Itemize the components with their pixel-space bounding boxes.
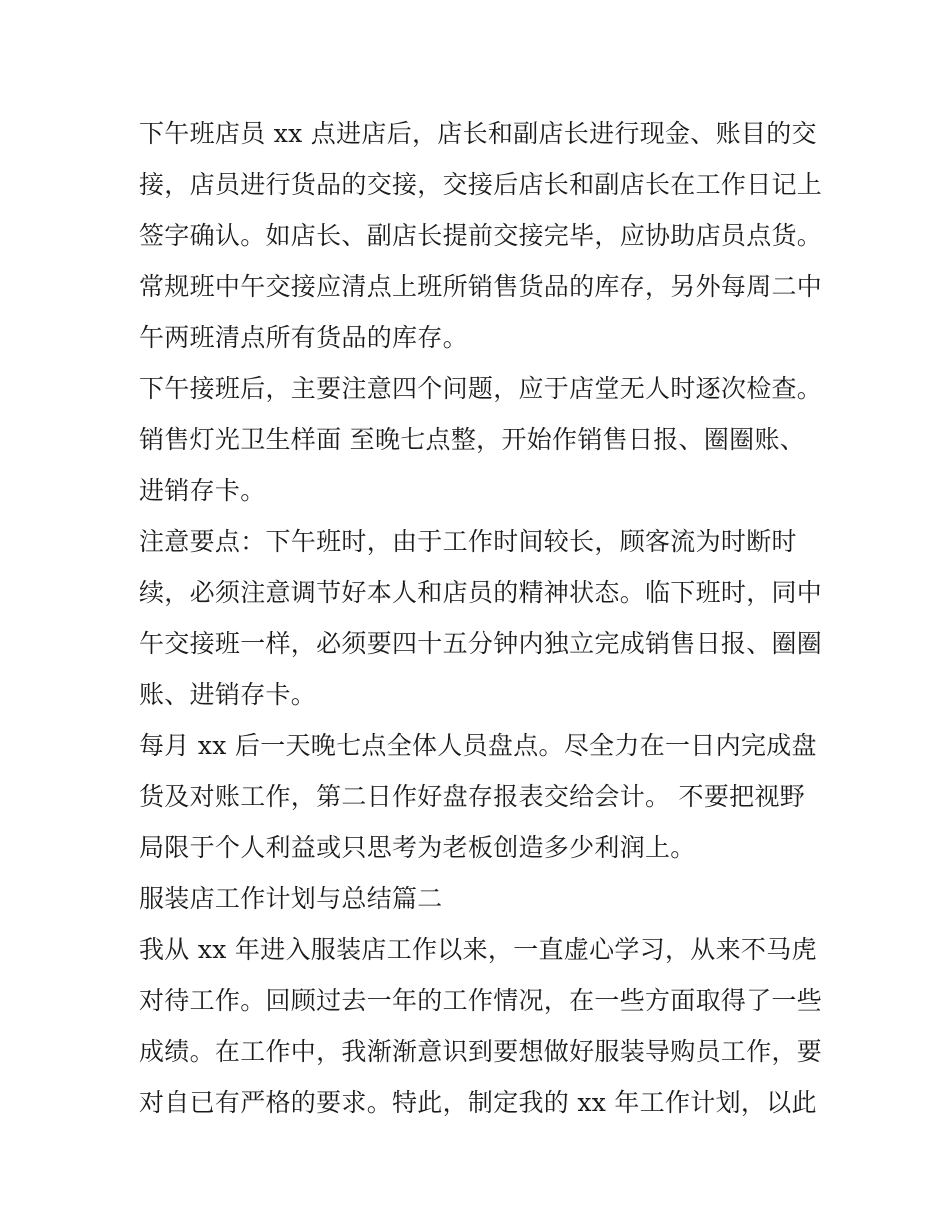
document-body <box>139 108 829 1128</box>
paragraph-noon-inventory: 常规班中午交接应清点上班所销售货品的库存，另外每周二中 午两班清点所有货品的库存。 <box>139 272 823 352</box>
paragraph-afternoon-checks: 下午接班后，主要注意四个问题，应于店堂无人时逐次检查。 <box>139 374 823 403</box>
paragraph-monthly-stocktake: 每月 xx 后一天晚七点全体人员盘点。尽全力在一日内完成盘 货及对账工作，第二日作好盘存报表交给会计。 不要把视野 局限于个人利益或只思考为老板创造多少利润上。 <box>139 731 817 862</box>
section-heading: 服装店工作计划与总结篇二 <box>139 884 443 913</box>
paragraph-evening-reports: 销售灯光卫生样面 至晚七点整，开始作销售日报、圈圈账、 进销存卡。 <box>139 425 806 505</box>
paragraph-key-points: 注意要点：下午班时，由于工作时间较长，顾客流为时断时 续，必须注意调节好本人和店员的精神状态。临下班时，同中 午交接班一样，必须要四十五分钟内独立完成销售日报、圈圈 账、进销存卡。 <box>139 527 823 709</box>
paragraph-shift-handover: 下午班店员 xx 点进店后，店长和副店长进行现金、账目的交 接，店员进行货品的交接，交接后店长和副店长在工作日记上 签字确认。如店长、副店长提前交接完毕，应协助店员点货。 <box>139 119 823 250</box>
paragraph-work-plan-intro: 我从 xx 年进入服装店工作以来，一直虚心学习，从来不马虎 对待工作。回顾过去一年的工作情况，在一些方面取得了一些 成绩。在工作中，我渐渐意识到要想做好服装导购员工作，要 对自已有严格的要求。特此，制定我的 xx 年工作计划，以此 <box>139 935 823 1117</box>
